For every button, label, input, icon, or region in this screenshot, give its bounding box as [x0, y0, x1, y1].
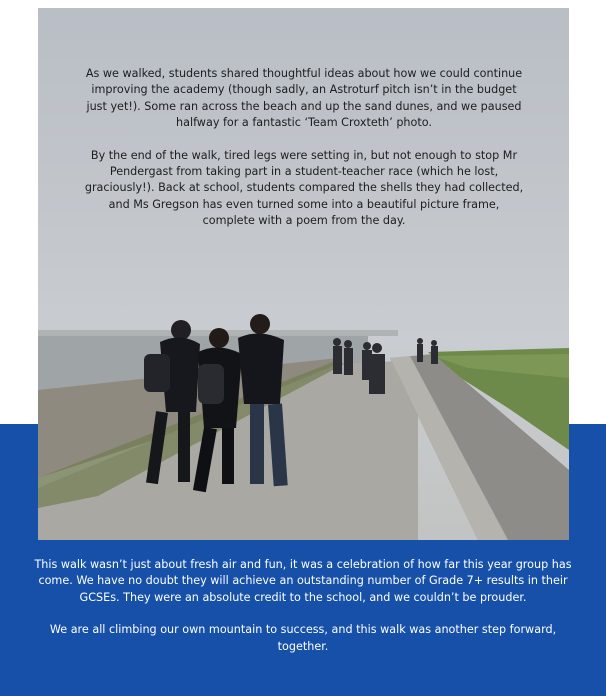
overlay-paragraph-1: As we walked, students shared thoughtful ideas about how we could continue improving the academy (though sadly, an Astroturf pitch isn’t in the budget just yet!). Some ran across the beach and up the sand dunes, and we paused halfway for a fantastic ‘Team Croxteth’ photo.	[85, 67, 523, 130]
footer-paragraph-2: We are all climbing our own mountain to success, and this walk was another step forward, together.	[49, 623, 557, 653]
photo-overlay-text	[84, 66, 524, 246]
footer-paragraph-1: This walk wasn’t just about fresh air and fun, it was a celebration of how far this year group has come. We have no doubt they will achieve an outstanding number of Grade 7+ results in their GCSEs. They were an absolute credit to the school, and we couldn’t be prouder.	[34, 558, 572, 604]
walk-photo	[38, 8, 569, 540]
overlay-paragraph-2: By the end of the walk, tired legs were setting in, but not enough to stop Mr Pendergast from taking part in a student-teacher race (which he lost, graciously!). Back at school, students compared the shells they had collected, and Ms Gregson has even turned some into a beautiful picture frame, complete with a poem from the day.	[84, 148, 524, 228]
footer-text	[30, 557, 576, 671]
